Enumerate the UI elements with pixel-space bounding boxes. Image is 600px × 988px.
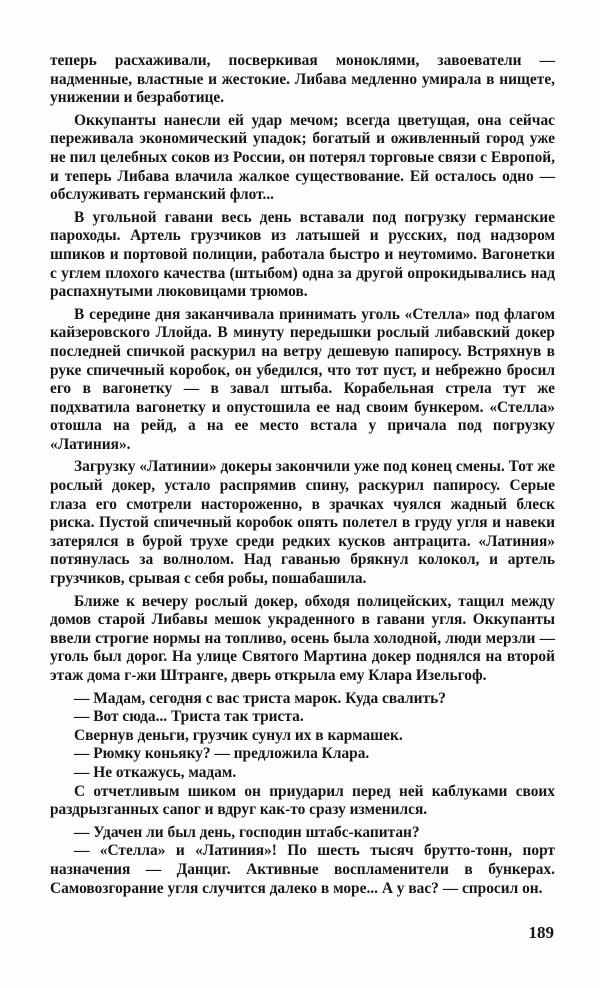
dialogue-line: — Рюмку коньяку? — предложила Клара. bbox=[74, 745, 370, 763]
paragraph: Оккупанты нанесли ей удар мечом; всегда цветущая, она сейчас переживала экономический упадок; богатый и оживленный город уже не пил целебных соков из России, он потерял торговые связи с Европой, и теперь Либава влачила жалкое существование. Ей осталось одно — обслуживать германский флот... bbox=[50, 111, 555, 204]
dialogue-line: — Удачен ли был день, господин штабс-капитан? bbox=[74, 823, 420, 841]
paragraph: В угольной гавани весь день вставали под погрузку германские пароходы. Артель грузчиков из латышей и русских, под надзором шпиков и портовой полиции, работала быстро и неутомимо. Вагонетки с углем плохого качества (штыбом) одна за другой опрокидывались над распахнутыми люковицами трюмов. bbox=[50, 208, 555, 301]
paragraph: теперь расхаживали, посверкивая моноклями, завоеватели — надменные, властные и жестокие. Либава медленно умирала в нищете, унижении и безработице. bbox=[50, 52, 555, 107]
paragraph: В середине дня заканчивала принимать уголь «Стелла» под флагом кайзеровского Ллойда. В минуту передышки рослый либавский докер последней спичкой раскурил на ветру дешевую папиросу. Встряхнув в руке спичечный коробок, он убедился, что тот пуст, и небрежно бросил его в вагонетку — в завал штыба. Корабельная стрела тут же подхватила вагонетку и опустошила ее над своим бункером. «Стелла» отошла на рейд, а на ее место встала у причала под погрузку «Латиния». bbox=[50, 305, 555, 453]
paragraph: С отчетливым шиком он приударил перед ней каблуками своих раздрызганных сапог и вдруг как-то сразу изменился. bbox=[50, 782, 555, 819]
dialogue-line: — Не откажусь, мадам. bbox=[74, 763, 237, 781]
dialogue-line: Свернув деньги, грузчик сунул их в кармашек. bbox=[74, 726, 403, 744]
dialogue-line: — Мадам, сегодня с вас триста марок. Куда свалить? bbox=[74, 689, 446, 707]
page-number: 189 bbox=[528, 923, 554, 942]
page-body-text bbox=[50, 52, 555, 898]
dialogue-line: — Вот сюда... Триста так триста. bbox=[74, 708, 304, 726]
dialogue-line: — «Стелла» и «Латиния»! По шесть тысяч брутто-тонн, порт назначения — Данциг. Активные воспламенители в бункерах. Самовозгорание угля случится далеко в море... А у вас? — спросил он. bbox=[50, 842, 555, 897]
paragraph: Загрузку «Латинии» докеры закончили уже под конец смены. Тот же рослый докер, устало распрямив спину, раскурил папиросу. Серые глаза его смотрели настороженно, в зрачках чуялся жадный блеск риска. Пустой спичечный коробок опять полетел в груду угля и навеки затерялся в бурой трухе среди редких кусков антрацита. «Латиния» потянулась за волнолом. Над гаванью брякнул колокол, и артель грузчиков, срывая с себя робы, пошабашила. bbox=[50, 458, 555, 588]
paragraph: Ближе к вечеру рослый докер, обходя полицейских, тащил между домов старой Либавы мешок украденного в гавани угля. Оккупанты ввели строгие нормы на топливо, осень была холодной, люди мерзли — уголь был дорог. На улице Святого Мартина докер поднялся на второй этаж дома г-жи Штранге, дверь открыла ему Клара Изельгоф. bbox=[50, 592, 555, 684]
